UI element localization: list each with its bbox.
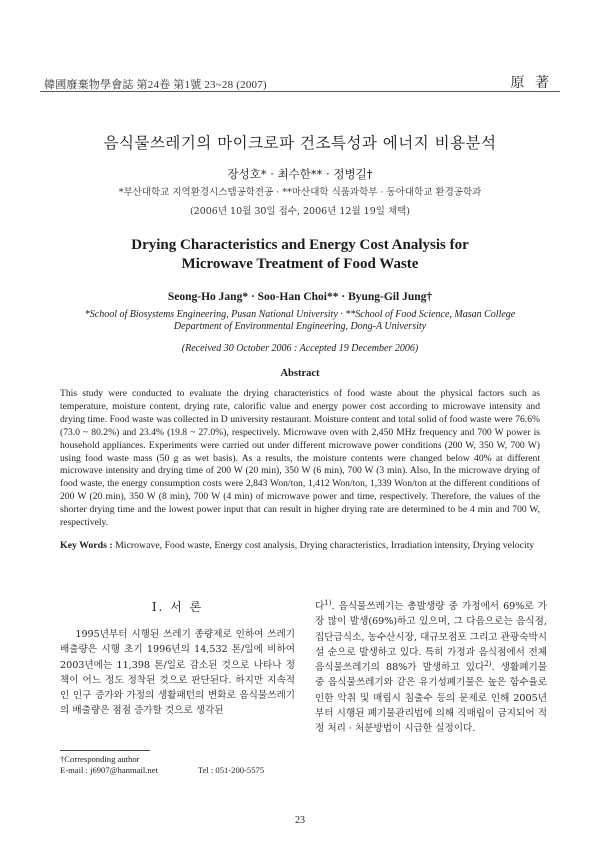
section-title: I. 서 론	[151, 600, 204, 614]
english-affiliation-line2: Department of Environmental Engineering, Dong-A University	[173, 321, 427, 332]
keywords	[60, 540, 540, 553]
footnote-email: E-mail : j6907@hanmail.net	[60, 765, 158, 775]
abstract-text: This study were conducted to evaluate the drying characteristics of food waste about the physical factors such as temperature, moisture content, drying rate, calorific value and energy power cost according to microwave intensity and drying time. Food waste was collected in D university restaurant. Moisture content and total solid of food waste were 76.6% (73.0 ~ 80.2%) and 23.4% (19.8 ~ 27.0%), respectively. Microwave oven with 2,450 MHz frequency and 700 W power is household appliances. Experiments were carried out under different microwave power conditions (200 W, 350 W, 700 W) using food waste mass (50 g as wet basis). As a results, the moisture contents were changed below 40% at different microwave intensity and drying time of 200 W (20 min), 350 W (6 min), 700 W (3 min). Also, In the microwave drying of food waste, the energy consumption costs were 2,843 Won/ton, 1,412 Won/ton, 1,339 Won/ton at the different conditions of 200 W (20 min), 350 W (8 min), 700 W (4 min) of microwave power and time, respectively. Therefore, the values of the shorter drying time and the lowest power input that can result in higher drying rate are determined to be 4 min and 700 W, respectively.	[60, 388, 540, 529]
intro-right-text-2: . 음식물쓰레기는 총발생량 중 가정에서 69%로 가장 많이 발생(69%)하고 있으며, 그 다음으로는 음식점, 집단급식소, 농수산시장, 대규모점포 그리고 관광숙박시설 순으로 발생하고 있다. 특히 가정과 음식점에서 전체 음식물쓰레기의 88%가 발생하고 있다	[315, 601, 547, 674]
keywords-label: Key Words :	[60, 540, 113, 551]
intro-left-text: 1995년부터 시행된 쓰레기 종량제로 인하여 쓰레기 배출량은 시행 초기 1996년의 14,532 톤/일에 비하여 2003년에는 11,398 톤/일로 감소된 것으로 나타나 정책이 어느 정도 정착된 것으로 판단된다. 하지만 지속적인 인구 증가와 가정의 생활패턴의 변화로 음식물쓰레기의 배출량은 점점 증가할 것으로 생각된	[60, 629, 296, 717]
journal-header: 韓國廢棄物學會誌 第24卷 第1號 23~28 (2007)	[44, 79, 267, 91]
english-affiliation-line1: *School of Biosystems Engineering, Pusan National University · **School of Food Science, Masan College	[84, 309, 516, 320]
keywords-text: Microwave, Food waste, Energy cost analysis, Drying characteristics, Irradiation intensity, Drying velocity	[112, 540, 535, 551]
english-title-line2: Microwave Treatment of Food Waste	[181, 256, 419, 272]
intro-right-column	[315, 599, 547, 737]
korean-title: 음식물쓰레기의 마이크로파 건조특성과 에너지 비용분석	[103, 134, 497, 152]
intro-left-column	[60, 627, 295, 719]
korean-affiliation: *부산대학교 지역환경시스템공학전공 · **마산대학 식품과학부 · 동아대학교 환경공학과	[118, 187, 482, 198]
header-rule	[40, 91, 560, 92]
abstract-heading: Abstract	[280, 368, 320, 379]
page-number: 23	[295, 815, 305, 826]
footnote-rule	[60, 750, 150, 751]
english-affiliation	[40, 309, 560, 333]
corresponding-author: †Corresponding author	[60, 754, 140, 764]
citation-1: 1)	[324, 598, 332, 607]
english-title	[40, 236, 560, 274]
english-title-line1: Drying Characteristics and Energy Cost Analysis for	[131, 237, 469, 253]
english-authors: Seong-Ho Jang* · Soo-Han Choi** · Byung-Gil Jung†	[167, 291, 433, 303]
korean-authors: 장성호* · 최수한** · 정병길†	[227, 167, 373, 181]
article-type-label: 原 著	[510, 75, 552, 91]
english-dates: (Received 30 October 2006 : Accepted 19 December 2006)	[181, 343, 419, 354]
footnote	[60, 754, 300, 776]
citation-2: 2)	[484, 660, 492, 668]
intro-right-text-1: 다	[315, 601, 325, 612]
footnote-tel: Tel : 051-200-5575	[197, 765, 265, 775]
intro-right-text-3: . 생활폐기물 중 음식물쓰레기와 같은 유기성폐기물은 높은 함수율로 인한 악취 및 매립시 침출수 등의 문제로 인해 2005년부터 시행된 폐기물관리법에 의해 직매립이 금지되어 적정 처리 · 처분방법이 시급한 실정이다.	[315, 662, 548, 735]
korean-dates: (2006년 10월 30일 접수, 2006년 12월 19일 채택)	[189, 206, 411, 217]
